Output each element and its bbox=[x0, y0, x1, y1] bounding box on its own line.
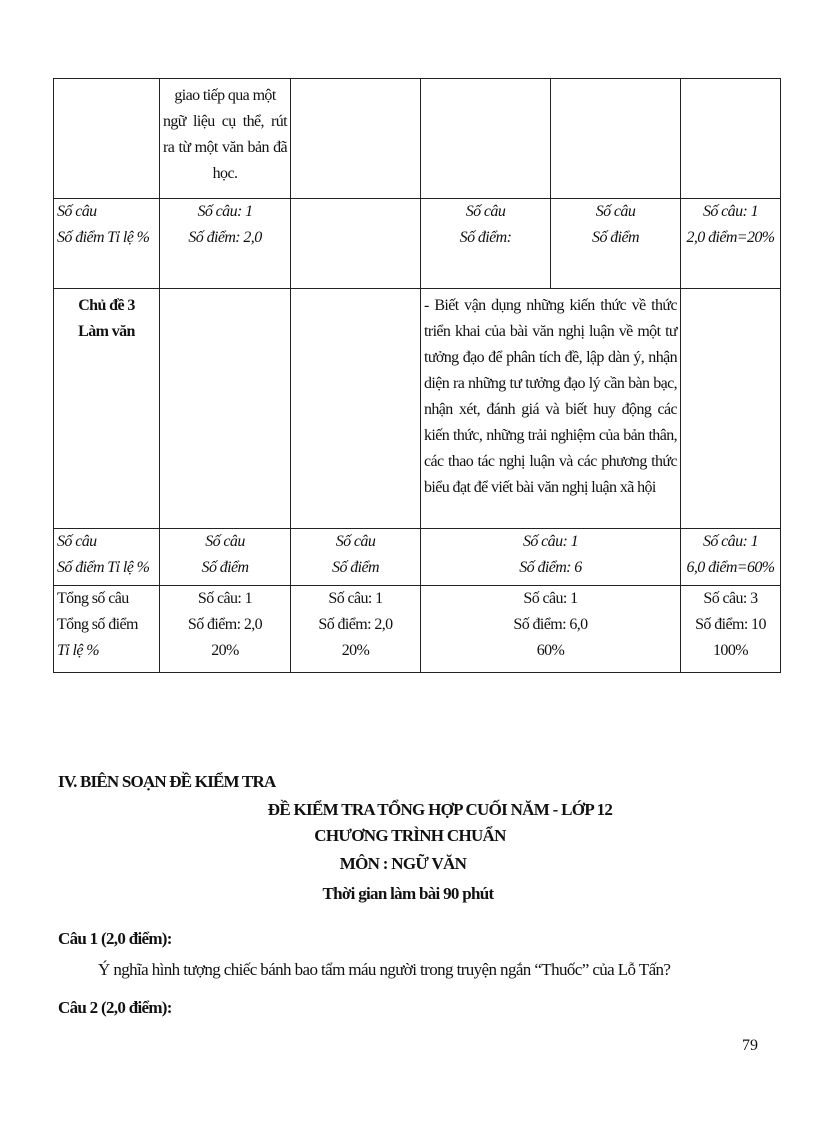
table-cell-label bbox=[54, 199, 160, 289]
table-cell bbox=[681, 289, 781, 529]
description-line: - Biết vận dụng những kiến thức về thức bbox=[424, 297, 677, 314]
table-row bbox=[54, 586, 781, 673]
table-cell bbox=[291, 79, 421, 199]
description-line: triển khai của bài văn nghị luận về một tư bbox=[424, 323, 677, 340]
cell-text-line: 60% bbox=[536, 642, 565, 659]
assessment-matrix-table bbox=[53, 78, 781, 673]
cell-text-line: Số điểm bbox=[332, 559, 379, 576]
cell-text-line: học. bbox=[212, 165, 238, 182]
cell-text-line: Số câu: 1 bbox=[522, 533, 579, 550]
cell-text-line: Số câu: 1 bbox=[197, 590, 253, 607]
description-line: tưởng đạo để phân tích đề, lập dàn ý, nhận bbox=[424, 349, 677, 366]
table-cell bbox=[291, 289, 421, 529]
table-cell bbox=[421, 529, 681, 586]
table-cell bbox=[681, 79, 781, 199]
table-row bbox=[54, 199, 781, 289]
description-line: các thao tác nghị luận và các phương thức bbox=[424, 453, 677, 470]
question-1-label: Câu 1 (2,0 điểm): bbox=[58, 929, 172, 948]
cell-text-line: ngữ liệu cụ thể, rút bbox=[163, 113, 287, 130]
duration-title: Thời gian làm bài 90 phút bbox=[322, 884, 494, 903]
exam-title: ĐỀ KIỂM TRA TỔNG HỢP CUỐI NĂM - LỚP 12 bbox=[267, 800, 613, 819]
cell-text-line: Số điểm: bbox=[459, 229, 512, 246]
cell-text-line: Số câu bbox=[205, 533, 245, 550]
cell-text-line: Số điểm: 10 bbox=[695, 616, 766, 633]
cell-text-line: Số câu bbox=[57, 203, 97, 220]
cell-text-line: ra từ một văn bản đã bbox=[163, 139, 287, 156]
cell-text-line: Tỉ lệ % bbox=[57, 642, 100, 659]
table-cell bbox=[421, 586, 681, 673]
table-cell bbox=[160, 586, 291, 673]
cell-text-line: Tổng số điểm bbox=[57, 616, 138, 633]
topic-line: Làm văn bbox=[78, 323, 135, 340]
description-line: biểu đạt để viết bài văn nghị luận xã hội bbox=[424, 479, 656, 496]
cell-text-line: Số câu: 1 bbox=[523, 590, 578, 607]
table-cell bbox=[421, 79, 551, 199]
cell-text-line: Số điểm: 2,0 bbox=[188, 229, 262, 246]
table-cell bbox=[681, 529, 781, 586]
cell-text-line: Số điểm bbox=[201, 559, 249, 576]
table-cell bbox=[291, 529, 421, 586]
cell-text-line: Tổng số câu bbox=[57, 590, 129, 607]
cell-text-line: Số điểm: 2,0 bbox=[318, 616, 393, 633]
table-cell bbox=[291, 199, 421, 289]
cell-text-line: 100% bbox=[713, 642, 748, 659]
table-cell bbox=[681, 586, 781, 673]
description-line: diện ra những tư tưởng đạo lý cần bàn bạc, bbox=[424, 375, 677, 392]
table-cell bbox=[421, 199, 551, 289]
page-number: 79 bbox=[742, 1037, 758, 1054]
cell-text-line: Số điểm Tỉ lệ % bbox=[57, 559, 150, 576]
table-row bbox=[54, 289, 781, 529]
cell-text-line: Số câu: 1 bbox=[328, 590, 383, 607]
description-cell bbox=[421, 289, 681, 529]
table-cell bbox=[291, 586, 421, 673]
table-cell bbox=[160, 199, 291, 289]
cell-text-line: Số câu bbox=[595, 203, 636, 220]
cell-text-line: Số câu bbox=[335, 533, 376, 550]
cell-text-line: Số điểm: 2,0 bbox=[187, 616, 263, 633]
table-cell bbox=[681, 199, 781, 289]
cell-text-line: Số câu: 1 bbox=[702, 203, 759, 220]
cell-text-line: 20% bbox=[211, 642, 239, 659]
topic-cell bbox=[54, 289, 160, 529]
cell-text-line: Số câu bbox=[57, 533, 97, 550]
program-title: CHƯƠNG TRÌNH CHUẨN bbox=[314, 826, 506, 845]
cell-text-line: Số câu bbox=[465, 203, 506, 220]
description-line: kiến thức, những trải nghiệm của bản thân, bbox=[424, 427, 677, 444]
table-row bbox=[54, 529, 781, 586]
section-heading: IV. BIÊN SOẠN ĐỀ KIỂM TRA bbox=[58, 772, 276, 791]
table-cell bbox=[160, 529, 291, 586]
cell-text-line: giao tiếp qua một bbox=[174, 87, 276, 104]
table-row bbox=[54, 79, 781, 199]
topic-line: Chủ đề 3 bbox=[78, 297, 135, 314]
table-cell bbox=[160, 79, 291, 199]
cell-text-line: 2,0 điểm=20% bbox=[686, 229, 775, 246]
description-line: nhận xét, đánh giá và biết huy động các bbox=[424, 401, 677, 418]
table-cell-label bbox=[54, 529, 160, 586]
question-2-label: Câu 2 (2,0 điểm): bbox=[58, 998, 172, 1017]
table-cell-label bbox=[54, 79, 160, 199]
question-1-text: Ý nghĩa hình tượng chiếc bánh bao tẩm máu người trong truyện ngắn “Thuốc” của Lỗ Tấn? bbox=[98, 960, 671, 979]
table-cell-label bbox=[54, 586, 160, 673]
cell-text-line: Số câu: 3 bbox=[703, 590, 758, 607]
subject-title: MÔN : NGỮ VĂN bbox=[339, 854, 467, 873]
cell-text-line: Số điểm: 6,0 bbox=[513, 616, 588, 633]
cell-text-line: Số điểm bbox=[592, 229, 639, 246]
cell-text-line: Số điểm Tỉ lệ % bbox=[57, 229, 150, 246]
cell-text-line: Số câu: 1 bbox=[702, 533, 759, 550]
cell-text-line: Số điểm: 6 bbox=[519, 559, 582, 576]
table-cell bbox=[551, 199, 681, 289]
table-cell bbox=[160, 289, 291, 529]
cell-text-line: Số câu: 1 bbox=[197, 203, 253, 220]
cell-text-line: 6,0 điểm=60% bbox=[686, 559, 775, 576]
cell-text-line: 20% bbox=[341, 642, 370, 659]
table-cell bbox=[551, 79, 681, 199]
